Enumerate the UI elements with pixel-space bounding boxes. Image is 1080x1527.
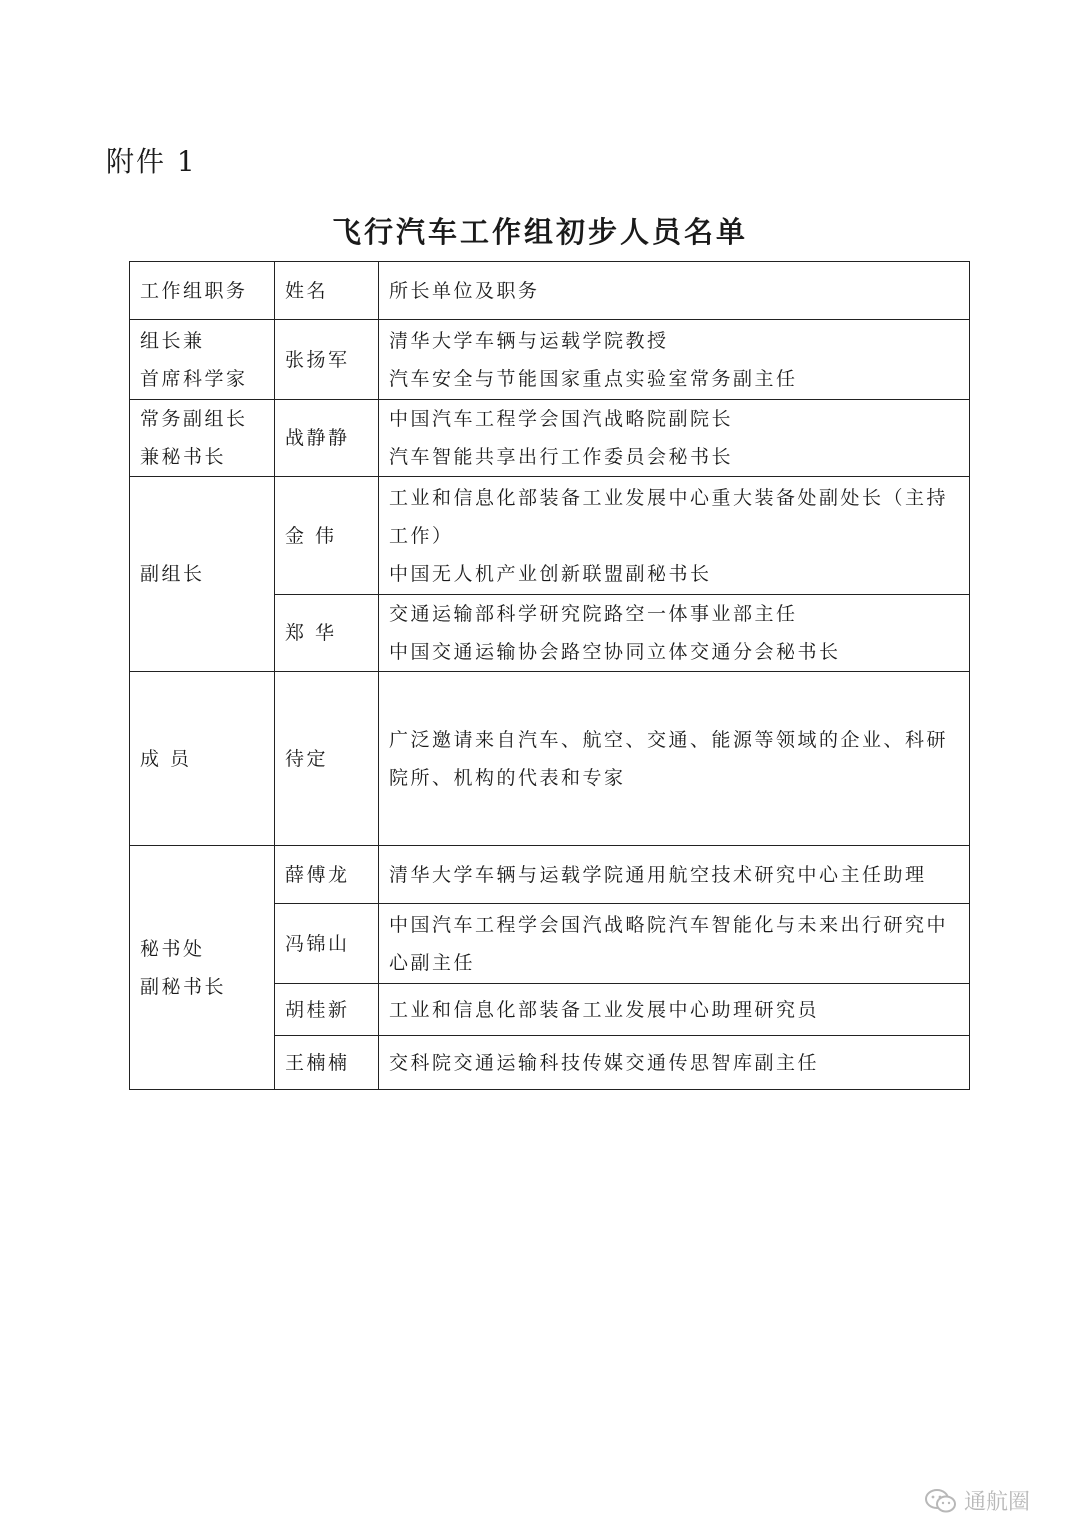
- affiliation-line: 中国无人机产业创新联盟副秘书长: [389, 562, 712, 585]
- role-line: 首席科学家: [140, 367, 248, 390]
- header-cell: 工作组职务: [130, 262, 275, 320]
- affiliation-cell: [379, 477, 970, 595]
- name-cell: 薛傅龙: [275, 846, 379, 904]
- role-line: 组长兼: [140, 329, 205, 352]
- affiliation-line: 清华大学车辆与运载学院通用航空技术研究中心主任助理: [389, 863, 927, 886]
- affiliation-cell: [379, 595, 970, 672]
- role-line: 常务副组长: [140, 408, 248, 430]
- affiliation-cell: [379, 672, 970, 846]
- table-row: [130, 320, 970, 400]
- header-row: [130, 262, 970, 320]
- affiliation-line: 中国汽车工程学会国汽战略院副院长: [389, 408, 734, 430]
- table-row: [130, 846, 970, 904]
- affiliation-cell: [379, 1036, 970, 1090]
- affiliation-line: 中国交通运输协会路空协同立体交通分会秘书长: [389, 641, 841, 663]
- affiliation-line: 院所、机构的代表和专家: [389, 766, 626, 789]
- name-cell: 郑 华: [275, 595, 379, 672]
- role-cell: [130, 846, 275, 1090]
- name-cell: 冯锦山: [275, 904, 379, 984]
- affiliation-cell: [379, 320, 970, 400]
- affiliation-line: 交通运输部科学研究院路空一体事业部主任: [389, 603, 798, 625]
- affiliation-line: 清华大学车辆与运载学院教授: [389, 329, 669, 352]
- affiliation-cell: [379, 904, 970, 984]
- affiliation-line: 汽车安全与节能国家重点实验室常务副主任: [389, 367, 798, 390]
- name-cell: 张扬军: [275, 320, 379, 400]
- role-cell: [130, 400, 275, 477]
- role-line: 兼秘书长: [140, 446, 227, 468]
- role-cell: [130, 672, 275, 846]
- name-cell: 战静静: [275, 400, 379, 477]
- name-cell: 金 伟: [275, 477, 379, 595]
- affiliation-cell: [379, 400, 970, 477]
- wechat-icon: [924, 1488, 958, 1514]
- affiliation-line: 心副主任: [389, 951, 476, 974]
- affiliation-cell: [379, 846, 970, 904]
- role-cell: [130, 477, 275, 672]
- affiliation-line: 广泛邀请来自汽车、航空、交通、能源等领域的企业、科研: [389, 728, 949, 751]
- name-cell: 待定: [275, 672, 379, 846]
- header-cell: 姓名: [275, 262, 379, 320]
- affiliation-cell: [379, 984, 970, 1036]
- role-line: 副秘书长: [140, 975, 227, 998]
- personnel-table: [129, 261, 970, 1090]
- affiliation-line: 汽车智能共享出行工作委员会秘书长: [389, 446, 734, 468]
- role-line: 成 员: [140, 747, 192, 770]
- header-cell: 所长单位及职务: [379, 262, 970, 320]
- affiliation-line: 工业和信息化部装备工业发展中心重大装备处副处长（主持: [389, 486, 949, 509]
- name-cell: 王楠楠: [275, 1036, 379, 1090]
- affiliation-line: 交科院交通运输科技传媒交通传思智库副主任: [389, 1051, 820, 1074]
- table-row: [130, 672, 970, 846]
- attachment-label: 附件 1: [106, 145, 197, 178]
- document-title: 飞行汽车工作组初步人员名单: [331, 215, 748, 249]
- table-row: [130, 400, 970, 477]
- affiliation-line: 工作）: [389, 524, 454, 547]
- role-line: 秘书处: [140, 937, 205, 960]
- watermark: [924, 1485, 1030, 1516]
- role-line: 副组长: [140, 563, 205, 585]
- name-cell: 胡桂新: [275, 984, 379, 1036]
- affiliation-line: 工业和信息化部装备工业发展中心助理研究员: [389, 998, 820, 1021]
- affiliation-line: 中国汽车工程学会国汽战略院汽车智能化与未来出行研究中: [389, 913, 949, 936]
- watermark-text: 通航圈: [964, 1490, 1031, 1515]
- role-cell: [130, 320, 275, 400]
- table-row: [130, 477, 970, 595]
